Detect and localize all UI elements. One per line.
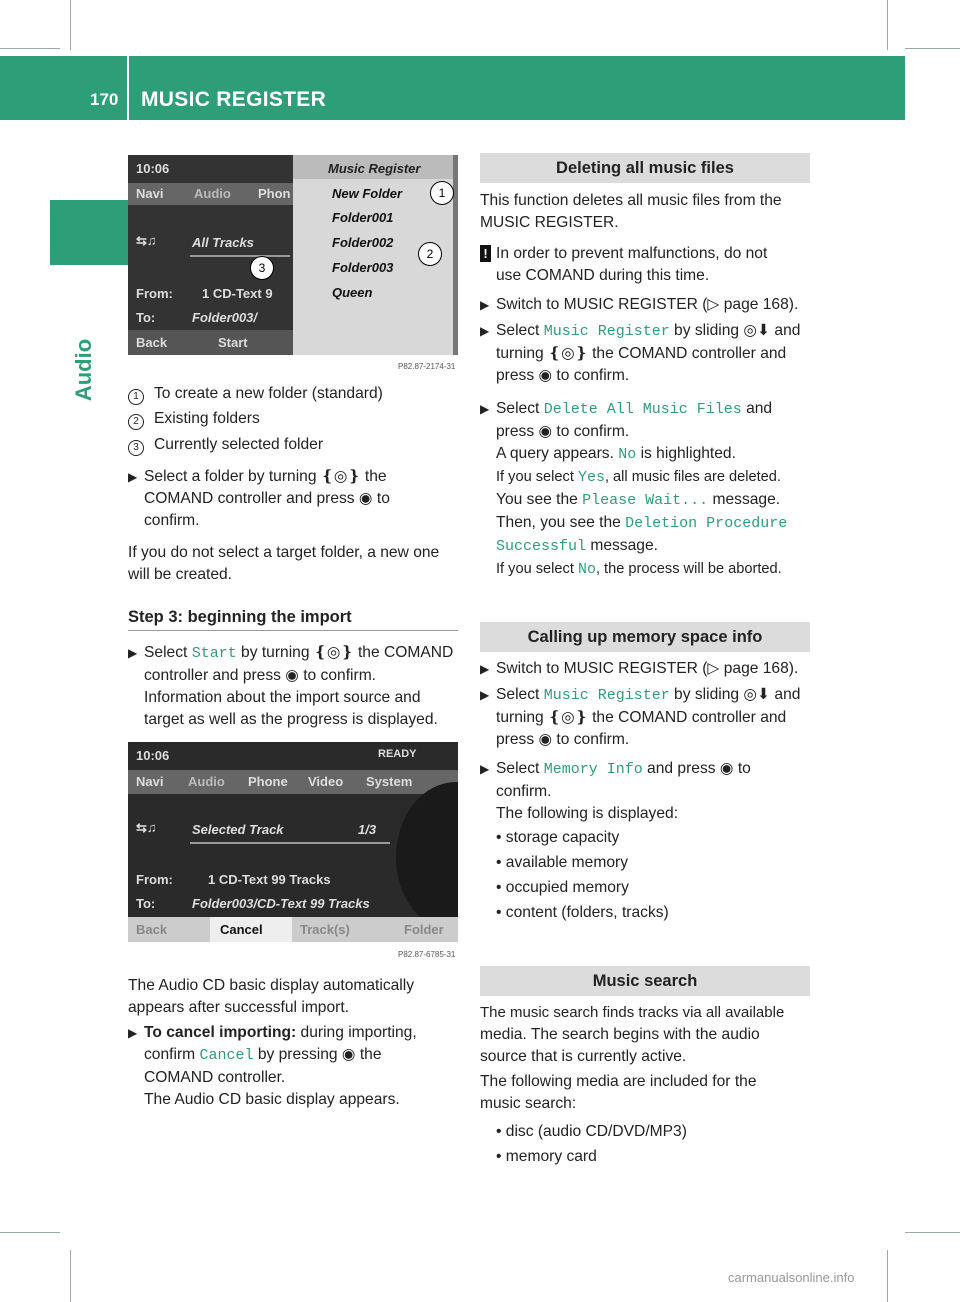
start-softkey: Start (218, 335, 248, 350)
list-item: • storage capacity (496, 829, 620, 846)
menu-audio: Audio (194, 186, 231, 201)
import-icon: ⇆♫ (136, 233, 157, 248)
cancel-softkey: Cancel (220, 922, 263, 937)
from-label: From: (136, 872, 173, 887)
instruction-select-folder: ▶ Select a folder by turning ❴◎❵ the COMAND controller and press ◉ to confirm. (128, 468, 390, 529)
legend-item: 1 To create a new folder (standard) (128, 385, 383, 403)
legend-item: 3 Currently selected folder (128, 436, 323, 454)
list-item-folder002: Folder002 (332, 235, 394, 250)
page-number: 170 (90, 90, 119, 109)
menu-phone: Phone (248, 774, 288, 789)
heading-rule (128, 630, 458, 631)
section-heading-delete: Deleting all music files (480, 153, 810, 183)
step3-heading: Step 3: beginning the import (128, 608, 352, 626)
menu-system: System (366, 774, 413, 789)
paragraph-delete: This function deletes all music files from the MUSIC REGISTER. (480, 192, 782, 231)
callout-3: 3 (250, 256, 274, 280)
figure-code: P82.87-6785-31 (398, 950, 456, 959)
section-tab (50, 200, 128, 265)
crop-mark (887, 0, 888, 50)
to-value: Folder003/CD-Text 99 Tracks (192, 896, 370, 911)
selected-track-label: Selected Track (192, 822, 284, 837)
screenshot-music-register (128, 155, 458, 355)
instruction-switch: ▶ Switch to MUSIC REGISTER (▷ page 168). (480, 658, 820, 680)
step-arrow-icon: ▶ (480, 298, 490, 312)
menu-navi: Navi (136, 186, 164, 201)
callout-1: 1 (430, 181, 454, 205)
instruction-memory-info: ▶ Select Memory Info and press ◉ to confirm. The following is displayed: (480, 760, 751, 822)
section-label: Audio (71, 338, 96, 402)
step-arrow-icon: ▶ (480, 762, 490, 776)
media-list (496, 1121, 816, 1168)
warning-icon: ! (480, 245, 491, 262)
crop-mark (905, 48, 960, 49)
from-label: From: (136, 286, 173, 301)
import-icon: ⇆♫ (136, 820, 157, 835)
instruction-cancel: ▶ To cancel importing: during importing, confirm Cancel by pressing ◉ the COMAND controller. The Audio CD basic display appears. (128, 1024, 417, 1108)
page-title: MUSIC REGISTER (141, 88, 327, 111)
page-header (0, 56, 905, 120)
step-arrow-icon: ▶ (480, 402, 490, 416)
memory-info-list (496, 827, 816, 924)
step-arrow-icon: ▶ (128, 470, 138, 484)
back-softkey: Back (136, 335, 168, 350)
crop-mark (887, 1250, 888, 1302)
menu-phone: Phon (258, 186, 291, 201)
instruction-select-music-register: ▶ Select Music Register by sliding ◎⬇ and turning ❴◎❵ the COMAND controller and press ◉ to confirm. (480, 686, 801, 748)
menu-navi: Navi (136, 774, 164, 789)
tracks-softkey: Track(s) (300, 922, 350, 937)
list-item-queen: Queen (332, 285, 373, 300)
step-arrow-icon: ▶ (480, 324, 490, 338)
instruction-start: ▶ Select Start by turning ❴◎❵ the COMAND controller and press ◉ to confirm. Information about the import source and target as well as the progress is displayed. (128, 644, 454, 728)
from-value: 1 CD-Text 9 (202, 286, 273, 301)
instruction-switch: ▶ Switch to MUSIC REGISTER (▷ page 168). (480, 294, 820, 316)
list-item: • disc (audio CD/DVD/MP3) (496, 1123, 687, 1140)
list-title: Music Register (328, 161, 421, 176)
to-label: To: (136, 310, 156, 325)
warning-note: ! In order to prevent malfunctions, do not use COMAND during this time. (480, 243, 820, 287)
menu-audio: Audio (188, 774, 225, 789)
list-item-folder001: Folder001 (332, 210, 394, 225)
list-item: • occupied memory (496, 879, 629, 896)
crop-mark (0, 1232, 60, 1233)
list-item: • memory card (496, 1148, 597, 1165)
figure-code: P82.87-2174-31 (398, 362, 456, 371)
list-item-new-folder: New Folder (332, 186, 403, 201)
instruction-delete-all: ▶ Select Delete All Music Files and press ◉ to confirm. A query appears. No is highlighted. If you select Yes, all music files are deleted. You see the Please Wait... message. Then, you see the Deletion Procedure Successful message. If you select No, the process will be aborted. (480, 400, 788, 578)
callout-2: 2 (418, 242, 442, 266)
list-item: • content (folders, tracks) (496, 904, 669, 921)
section-heading-music-search: Music search (480, 966, 810, 996)
menu-video: Video (308, 774, 344, 789)
list-item-folder003: Folder003 (332, 260, 394, 275)
screenshot-importing (128, 742, 458, 942)
paragraph-basic-display: The Audio CD basic display automatically appears after successful import. (128, 977, 415, 1016)
crop-mark (70, 0, 71, 50)
to-value: Folder003/ (192, 310, 258, 325)
step-arrow-icon: ▶ (480, 688, 490, 702)
from-value: 1 CD-Text 99 Tracks (208, 872, 331, 887)
clock: 10:06 (136, 748, 170, 763)
list-item: • available memory (496, 854, 628, 871)
to-label: To: (136, 896, 156, 911)
paragraph-media: The following media are included for the music search: (480, 1073, 757, 1112)
step-arrow-icon: ▶ (128, 1026, 138, 1040)
disc-graphic (396, 782, 458, 932)
clock: 10:06 (136, 161, 170, 176)
paragraph-music-search: The music search finds tracks via all available media. The search begins with the audio source that is currently active. (480, 1004, 785, 1065)
crop-mark (70, 1250, 71, 1302)
track-count: 1/3 (358, 822, 377, 837)
legend-item: 2 Existing folders (128, 410, 260, 428)
back-softkey: Back (136, 922, 168, 937)
crop-mark (905, 1232, 960, 1233)
crop-mark (0, 48, 60, 49)
step-arrow-icon: ▶ (480, 662, 490, 676)
header-divider (127, 56, 129, 120)
all-tracks-label: All Tracks (192, 235, 254, 250)
section-heading-memory: Calling up memory space info (480, 622, 810, 652)
paragraph-new-folder: If you do not select a target folder, a new one will be created. (128, 544, 440, 583)
instruction-select-music-register: ▶ Select Music Register by sliding ◎⬇ and turning ❴◎❵ the COMAND controller and press ◉ to confirm. (480, 322, 801, 384)
step-arrow-icon: ▶ (128, 646, 138, 660)
status-ready: READY (378, 748, 417, 760)
folder-softkey: Folder (404, 922, 444, 937)
watermark: carmanualsonline.info (728, 1270, 855, 1285)
